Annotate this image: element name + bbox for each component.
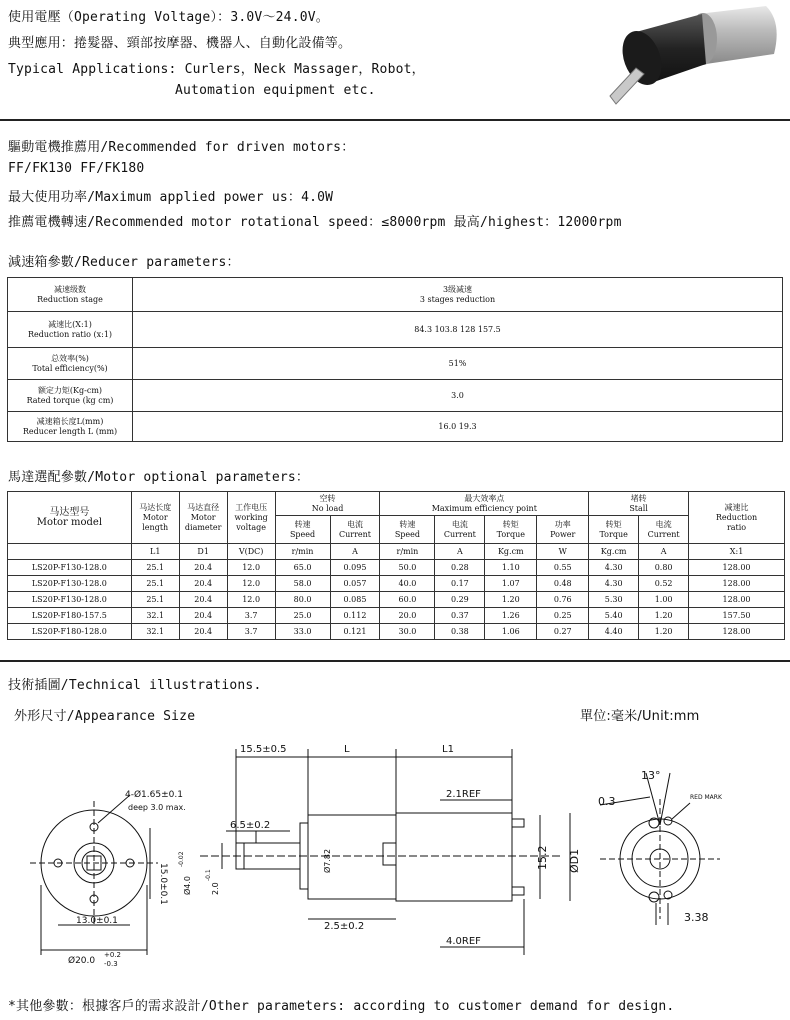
motor-value-cell: 1.20 (485, 592, 537, 608)
motor-model-cell: LS20P-F130-128.0 (8, 560, 132, 576)
motor-model-cell: LS20P-F130-128.0 (8, 592, 132, 608)
motor-row (8, 576, 785, 592)
motor-value-cell: 32.1 (131, 608, 179, 624)
motor-value-cell: 33.0 (275, 624, 330, 640)
motor-value-cell: 1.26 (485, 608, 537, 624)
motor-value-cell: 30.0 (380, 624, 435, 640)
hdr-maxeff: Maximum efficiency point (431, 503, 537, 513)
dim-4-tol: -0.02 (178, 851, 185, 867)
reducer-label: 总效率(%) (51, 353, 89, 363)
reducer-value: 3级减速 (442, 284, 473, 294)
motor-value-cell: 128.00 (689, 592, 785, 608)
hdr-ratio: 减速比 (724, 502, 749, 512)
dim-20-tol-dn: -0.3 (104, 960, 118, 968)
hdr-diameter: diameter (184, 522, 222, 532)
unit-cell: V(DC) (227, 544, 275, 560)
reducer-value: 84.3 103.8 128 157.5 (414, 324, 501, 334)
dim-15: 15.0±0.1 (158, 863, 168, 905)
hdr-length: length (142, 522, 169, 532)
motor-value-cell: 12.0 (227, 560, 275, 576)
reducer-label: 减速级数 (54, 284, 86, 294)
reducer-label: 减速箱长度L(mm) (36, 416, 104, 426)
motor-value-cell: 32.1 (131, 624, 179, 640)
dim-3-38: 3.38 (684, 911, 709, 924)
motor-value-cell: 4.40 (589, 624, 639, 640)
hdr-torque: 转矩 (605, 519, 622, 529)
hdr-current: Current (338, 529, 371, 539)
motor-model-cell: LS20P-F180-157.5 (8, 608, 132, 624)
dim-L: L (344, 744, 350, 755)
dim-D1: ØD1 (568, 848, 581, 873)
hdr-current: 电流 (451, 519, 468, 529)
hdr-current: 电流 (346, 519, 363, 529)
hdr-voltage: voltage (236, 522, 266, 532)
motor-value-cell: 5.30 (589, 592, 639, 608)
motor-value-cell: 25.1 (131, 592, 179, 608)
reducer-value: 3 stages reduction (419, 294, 496, 304)
motor-value-cell: 0.55 (537, 560, 589, 576)
unit-cell: A (639, 544, 689, 560)
dim-2-5: 2.5±0.2 (324, 921, 365, 932)
reducer-label: Reducer length L (mm) (22, 426, 118, 436)
dim-2: 2.0 (211, 882, 220, 895)
hdr-torque: 转矩 (502, 519, 519, 529)
motor-value-cell: 128.00 (689, 560, 785, 576)
recommended-motors: 驅動電機推薦用/Recommended for driven motors： (8, 140, 355, 155)
unit-label: 單位:毫米/Unit:mm (580, 709, 700, 724)
motor-value-cell: 50.0 (380, 560, 435, 576)
applications-cn: 典型應用：捲髮器、頸部按摩器、機器人、自動化設備等。 (8, 36, 352, 51)
motor-value-cell: 80.0 (275, 592, 330, 608)
dim-7-82: Ø7.82 (323, 848, 332, 873)
hdr-speed: 转速 (399, 519, 416, 529)
dim-2-tol: -0.1 (205, 869, 212, 881)
applications-en-1: Typical Applications: Curlers，Neck Massager，Robot， (8, 62, 425, 77)
motor-value-cell: 12.0 (227, 592, 275, 608)
unit-cell: Kg.cm (589, 544, 639, 560)
technical-title: 技術插圖/Technical illustrations. (8, 678, 262, 693)
reducer-table (7, 277, 783, 442)
hdr-model: 马达型号 (49, 506, 90, 518)
dim-4: Ø4.0 (183, 875, 192, 895)
applications-en-2: Automation equipment etc. (175, 83, 376, 98)
unit-cell: L1 (131, 544, 179, 560)
deep-label: deep 3.0 max. (128, 803, 186, 812)
unit-cell: A (330, 544, 380, 560)
side-view (200, 749, 570, 955)
motor-value-cell: 0.25 (537, 608, 589, 624)
motor-value-cell: 0.112 (330, 608, 380, 624)
angle-13: 13° (641, 769, 661, 782)
hdr-power: 功率 (554, 519, 571, 529)
motor-value-cell: 1.06 (485, 624, 537, 640)
dim-15-2: 15.2 (536, 845, 549, 870)
motor-value-cell: 20.4 (179, 624, 227, 640)
motor-model-cell: LS20P-F180-128.0 (8, 624, 132, 640)
reducer-label: Total efficiency(%) (32, 363, 108, 373)
motor-value-cell: 0.085 (330, 592, 380, 608)
motor-value-cell: 128.00 (689, 624, 785, 640)
unit-cell: r/min (380, 544, 435, 560)
reducer-title: 減速箱參數/Reducer parameters： (8, 255, 240, 270)
motor-value-cell: 0.29 (435, 592, 485, 608)
reducer-label: 减速比(X:1) (48, 319, 92, 329)
hdr-current: Current (443, 529, 476, 539)
motor-value-cell: 1.00 (639, 592, 689, 608)
dim-15-5: 15.5±0.5 (240, 744, 287, 755)
hdr-diameter: Motor (190, 512, 216, 522)
motor-value-cell: 20.4 (179, 608, 227, 624)
reducer-value: 51% (448, 358, 467, 368)
dim-6-5: 6.5±0.2 (230, 820, 271, 831)
motor-value-cell: 25.0 (275, 608, 330, 624)
motor-value-cell: 0.52 (639, 576, 689, 592)
appearance-size: 外形尺寸/Appearance Size (14, 709, 196, 724)
reducer-label: 额定力矩(Kg-cm) (37, 385, 103, 395)
divider-1 (0, 119, 790, 121)
hdr-speed: Speed (289, 529, 316, 539)
motor-value-cell: 0.057 (330, 576, 380, 592)
dim-20-tol-up: +0.2 (104, 951, 121, 959)
unit-cell (8, 544, 132, 560)
dim-4-0ref: 4.0REF (446, 936, 481, 947)
motor-value-cell: 4.30 (589, 560, 639, 576)
motor-model-cell: LS20P-F130-128.0 (8, 576, 132, 592)
red-mark-label: RED MARK (690, 794, 722, 801)
reducer-label: Rated torque (kg cm) (26, 395, 114, 405)
unit-cell: X:1 (689, 544, 785, 560)
motor-value-cell: 1.07 (485, 576, 537, 592)
motor-value-cell: 60.0 (380, 592, 435, 608)
motor-row (8, 560, 785, 576)
motor-value-cell: 0.17 (435, 576, 485, 592)
reducer-label: Reduction stage (37, 294, 103, 304)
hdr-torque: Torque (599, 529, 628, 539)
dim-2-1ref: 2.1REF (446, 789, 481, 800)
unit-cell: W (537, 544, 589, 560)
motor-value-cell: 20.4 (179, 592, 227, 608)
gear-motor-photo (606, 2, 784, 110)
motor-row (8, 608, 785, 624)
unit-cell: A (435, 544, 485, 560)
motor-value-cell: 3.7 (227, 608, 275, 624)
motor-value-cell: 5.40 (589, 608, 639, 624)
motor-value-cell: 157.50 (689, 608, 785, 624)
motor-params-table (7, 491, 785, 640)
motor-value-cell: 0.37 (435, 608, 485, 624)
motor-models: FF/FK130 FF/FK180 (8, 161, 145, 176)
motor-value-cell: 1.20 (639, 624, 689, 640)
hdr-speed: 转速 (294, 519, 311, 529)
motor-value-cell: 1.20 (639, 608, 689, 624)
motor-value-cell: 20.0 (380, 608, 435, 624)
unit-cell: r/min (275, 544, 330, 560)
dim-0-3: 0.3 (598, 795, 616, 808)
hdr-voltage: working (234, 512, 268, 522)
hdr-diameter: 马达直径 (187, 502, 220, 512)
hdr-stall: 堵转 (630, 493, 647, 503)
reducer-label: Reduction ratio (x:1) (27, 329, 113, 339)
motor-value-cell: 0.38 (435, 624, 485, 640)
dim-13: 13.0±0.1 (76, 916, 118, 926)
hdr-noload: No load (311, 503, 344, 513)
hdr-speed: Speed (394, 529, 421, 539)
divider-2 (0, 660, 790, 662)
technical-drawing (0, 735, 790, 985)
voltage-text: 使用電壓（Operating Voltage）：3.0V～24.0V。 (8, 10, 329, 25)
reducer-value: 16.0 19.3 (438, 421, 477, 431)
max-power: 最大使用功率/Maximum applied power us：4.0W (8, 190, 334, 205)
hdr-length: Motor (142, 512, 168, 522)
motor-value-cell: 0.76 (537, 592, 589, 608)
front-view (30, 795, 158, 955)
hdr-model: Motor model (36, 516, 103, 528)
motor-value-cell: 1.10 (485, 560, 537, 576)
hdr-torque: Torque (496, 529, 525, 539)
motor-value-cell: 12.0 (227, 576, 275, 592)
hdr-power: Power (550, 529, 576, 539)
hdr-stall: Stall (629, 503, 648, 513)
rotational-speed: 推薦電機轉速/Recommended motor rotational speed：≤8000rpm 最高/highest：12000rpm (8, 215, 622, 230)
motor-row (8, 624, 785, 640)
motor-value-cell: 25.1 (131, 560, 179, 576)
reducer-value: 3.0 (451, 390, 464, 400)
motor-value-cell: 25.1 (131, 576, 179, 592)
hdr-ratio: ratio (726, 522, 747, 532)
motor-value-cell: 65.0 (275, 560, 330, 576)
hdr-noload: 空转 (319, 493, 336, 503)
hdr-voltage: 工作电压 (235, 502, 268, 512)
hdr-current: 电流 (655, 519, 672, 529)
motor-params-title: 馬達選配參數/Motor optional parameters： (8, 470, 310, 485)
unit-cell: Kg.cm (485, 544, 537, 560)
motor-rows (8, 560, 785, 640)
motor-row (8, 592, 785, 608)
hdr-current: Current (647, 529, 680, 539)
motor-value-cell: 128.00 (689, 576, 785, 592)
footer-note: *其他參數：根據客戶的需求設計/Other parameters: according to customer demand for design. (8, 999, 675, 1014)
motor-value-cell: 40.0 (380, 576, 435, 592)
motor-value-cell: 3.7 (227, 624, 275, 640)
motor-value-cell: 0.48 (537, 576, 589, 592)
hdr-maxeff: 最大效率点 (464, 493, 505, 503)
motor-value-cell: 20.4 (179, 576, 227, 592)
holes-label: 4-Ø1.65±0.1 (125, 790, 183, 800)
unit-cell: D1 (179, 544, 227, 560)
motor-value-cell: 20.4 (179, 560, 227, 576)
hdr-length: 马达长度 (139, 502, 172, 512)
dim-20: Ø20.0 (68, 956, 96, 966)
dim-L1: L1 (442, 744, 454, 755)
motor-value-cell: 0.121 (330, 624, 380, 640)
motor-value-cell: 0.28 (435, 560, 485, 576)
hdr-ratio: Reduction (715, 512, 758, 522)
motor-value-cell: 0.095 (330, 560, 380, 576)
motor-value-cell: 0.80 (639, 560, 689, 576)
motor-value-cell: 4.30 (589, 576, 639, 592)
motor-value-cell: 58.0 (275, 576, 330, 592)
motor-value-cell: 0.27 (537, 624, 589, 640)
